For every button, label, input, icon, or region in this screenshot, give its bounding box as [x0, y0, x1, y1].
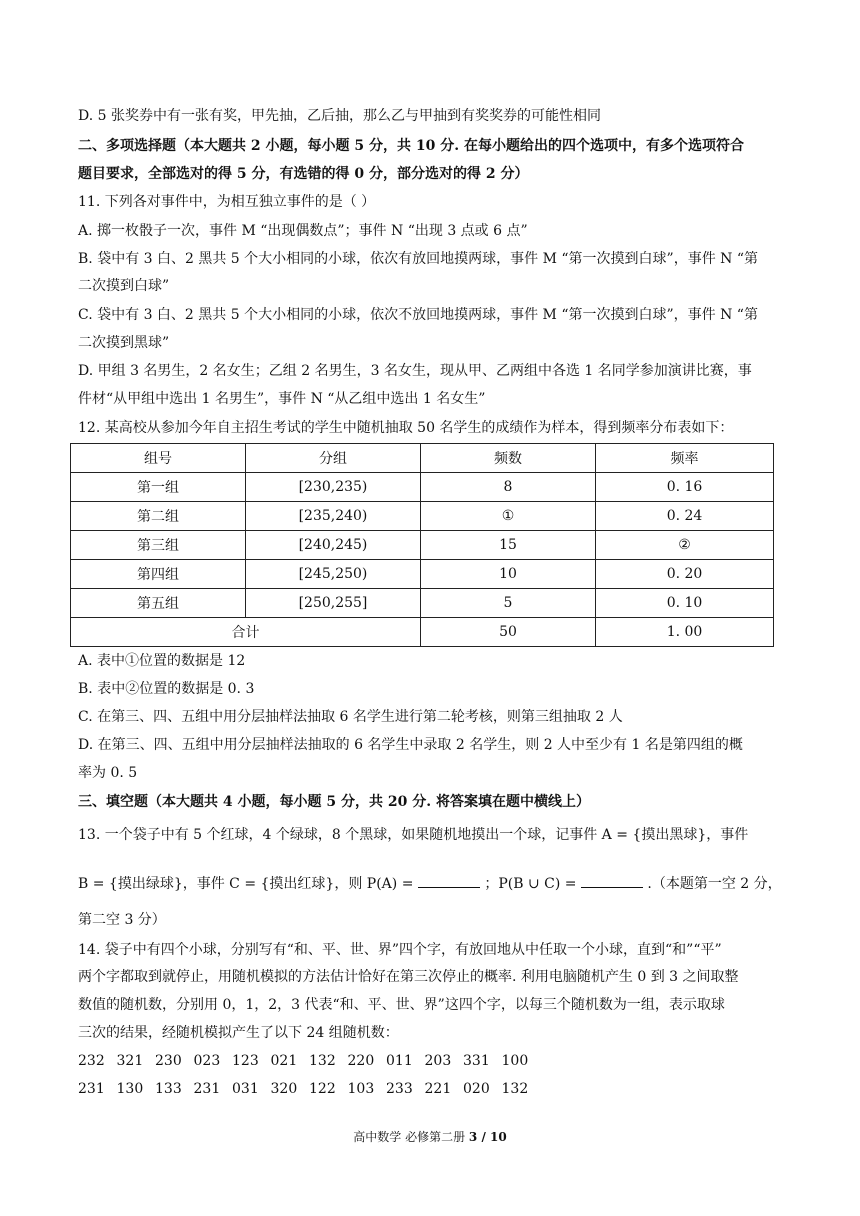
total-label: 合计	[71, 618, 421, 647]
q14-line2: 两个字都取到就停止，用随机模拟的方法估计恰好在第三次停止的概率. 利用电脑随机产生 0 到 3 之间取整	[78, 969, 739, 985]
table-cell: 8	[421, 473, 596, 502]
random-number: 123	[232, 1053, 259, 1069]
section2-heading-line2: 题目要求，全部选对的得 5 分，有选错的得 0 分，部分选对的得 2 分）	[78, 166, 529, 182]
random-number: 320	[270, 1081, 298, 1097]
table-row	[71, 531, 774, 560]
table-total-row	[71, 618, 774, 647]
table-header-row	[71, 444, 774, 473]
table-cell: ①	[421, 502, 596, 531]
q13-line1: 13. 一个袋子中有 5 个红球，4 个绿球，8 个黑球，如果随机地摸出一个球，记事件 A = {摸出黑球}，事件	[78, 827, 749, 843]
table-cell: 第五组	[71, 589, 246, 618]
q13-line2-part3: .（本题第一空 2 分，	[647, 876, 782, 892]
table-cell: 0. 20	[596, 560, 774, 589]
table-row	[71, 560, 774, 589]
q11-option-c-line2: 二次摸到黑球”	[78, 335, 170, 351]
random-number: 203	[424, 1053, 452, 1069]
frequency-table	[70, 443, 774, 647]
header-interval: 分组	[246, 444, 421, 473]
header-group-number: 组号	[71, 444, 246, 473]
answer-blank-1[interactable]	[418, 873, 480, 888]
table-cell: 5	[421, 589, 596, 618]
table-cell: 0. 10	[596, 589, 774, 618]
random-number: 103	[347, 1081, 375, 1097]
table-cell: 0. 24	[596, 502, 774, 531]
random-numbers-row-1	[78, 1051, 540, 1071]
page-footer	[0, 1128, 860, 1145]
table-cell: 第一组	[71, 473, 246, 502]
total-frequency: 1. 00	[596, 618, 774, 647]
random-number: 130	[116, 1081, 144, 1097]
table-row	[71, 502, 774, 531]
table-cell: 10	[421, 560, 596, 589]
answer-blank-2[interactable]	[581, 873, 643, 888]
table-cell: 0. 16	[596, 473, 774, 502]
table-cell: [230,235)	[246, 473, 421, 502]
random-number: 122	[309, 1081, 336, 1097]
q14-line3: 数值的随机数，分别用 0，1，2，3 代表“和、平、世、界”这四个字，以每三个随机数为一组，表示取球	[78, 997, 725, 1013]
header-frequency-count: 频数	[421, 444, 596, 473]
random-number: 231	[78, 1081, 105, 1097]
section2-heading-line1: 二、多项选择题（本大题共 2 小题，每小题 5 分，共 10 分. 在每小题给出的四个选项中，有多个选项符合	[78, 138, 744, 154]
q13-line3: 第二空 3 分）	[78, 912, 166, 928]
random-number: 023	[193, 1053, 221, 1069]
q13-line2-part2: ；P(B ∪ C) =	[484, 876, 577, 892]
random-number: 020	[463, 1081, 490, 1097]
q14-line1: 14. 袋子中有四个小球，分别写有“和、平、世、界”四个字，有放回地从中任取一个小球，直到“和”“平”	[78, 942, 722, 958]
footer-text: 高中数学 必修第二册	[353, 1130, 469, 1144]
random-number: 132	[309, 1053, 336, 1069]
q11-option-d-line2: 件材“从甲组中选出 1 名男生”，事件 N “从乙组中选出 1 名女生”	[78, 391, 486, 407]
table-cell: 第四组	[71, 560, 246, 589]
table-cell: 15	[421, 531, 596, 560]
random-number: 031	[232, 1081, 259, 1097]
q14-line4: 三次的结果，经随机模拟产生了以下 24 组随机数：	[78, 1025, 399, 1041]
q12-option-c: C. 在第三、四、五组中用分层抽样法抽取 6 名学生进行第二轮考核，则第三组抽取 2 人	[78, 709, 623, 725]
section3-heading: 三、填空题（本大题共 4 小题，每小题 5 分，共 20 分. 将答案填在题中横线上）	[78, 794, 590, 810]
random-number: 220	[347, 1053, 375, 1069]
random-number: 011	[386, 1053, 413, 1069]
q11-option-b-line1: B. 袋中有 3 白、2 黑共 5 个大小相同的小球，依次有放回地摸两球，事件 M “第一次摸到白球”，事件 N “第	[78, 251, 759, 267]
random-number: 021	[270, 1053, 298, 1069]
random-number: 233	[386, 1081, 413, 1097]
table-row	[71, 589, 774, 618]
q12-option-a: A. 表中①位置的数据是 12	[78, 653, 246, 669]
q12-option-b: B. 表中②位置的数据是 0. 3	[78, 681, 255, 697]
q13-line2	[78, 873, 784, 894]
table-cell: ②	[596, 531, 774, 560]
q12-option-d-line1: D. 在第三、四、五组中用分层抽样法抽取的 6 名学生中录取 2 名学生，则 2 人中至少有 1 名是第四组的概	[78, 737, 743, 753]
random-number: 132	[501, 1081, 529, 1097]
random-number: 230	[155, 1053, 182, 1069]
q12-option-d-line2: 率为 0. 5	[78, 765, 138, 781]
random-number: 331	[463, 1053, 490, 1069]
random-number: 221	[424, 1081, 452, 1097]
table-cell: [235,240)	[246, 502, 421, 531]
table-cell: [245,250)	[246, 560, 421, 589]
table-cell: [250,255]	[246, 589, 421, 618]
q11-option-d-line1: D. 甲组 3 名男生，2 名女生；乙组 2 名男生，3 名女生，现从甲、乙两组中各选 1 名同学参加演讲比赛，事	[78, 363, 752, 379]
table-cell: 第二组	[71, 502, 246, 531]
random-number: 100	[501, 1053, 529, 1069]
random-number: 232	[78, 1053, 105, 1069]
random-number: 133	[155, 1081, 182, 1097]
q10-option-d: D. 5 张奖券中有一张有奖，甲先抽，乙后抽，那么乙与甲抽到有奖奖券的可能性相同	[78, 108, 601, 124]
q12-stem: 12. 某高校从参加今年自主招生考试的学生中随机抽取 50 名学生的成绩作为样本，得到频率分布表如下：	[78, 420, 734, 436]
table-row	[71, 473, 774, 502]
random-number: 321	[116, 1053, 144, 1069]
random-numbers-row-2	[78, 1079, 540, 1099]
table-cell: 第三组	[71, 531, 246, 560]
total-count: 50	[421, 618, 596, 647]
page-number: 3 / 10	[468, 1130, 507, 1144]
q11-option-a: A. 掷一枚骰子一次，事件 M “出现偶数点”；事件 N “出现 3 点或 6 点”	[78, 223, 528, 239]
header-relative-frequency: 频率	[596, 444, 774, 473]
q13-line2-part1: B = {摸出绿球}，事件 C = {摸出红球}，则 P(A) =	[78, 876, 414, 892]
q11-option-b-line2: 二次摸到白球”	[78, 278, 170, 294]
q11-option-c-line1: C. 袋中有 3 白、2 黑共 5 个大小相同的小球，依次不放回地摸两球，事件 M “第一次摸到白球”，事件 N “第	[78, 307, 758, 323]
table-cell: [240,245)	[246, 531, 421, 560]
random-number: 231	[193, 1081, 221, 1097]
q11-stem: 11. 下列各对事件中，为相互独立事件的是（ ）	[78, 194, 376, 210]
